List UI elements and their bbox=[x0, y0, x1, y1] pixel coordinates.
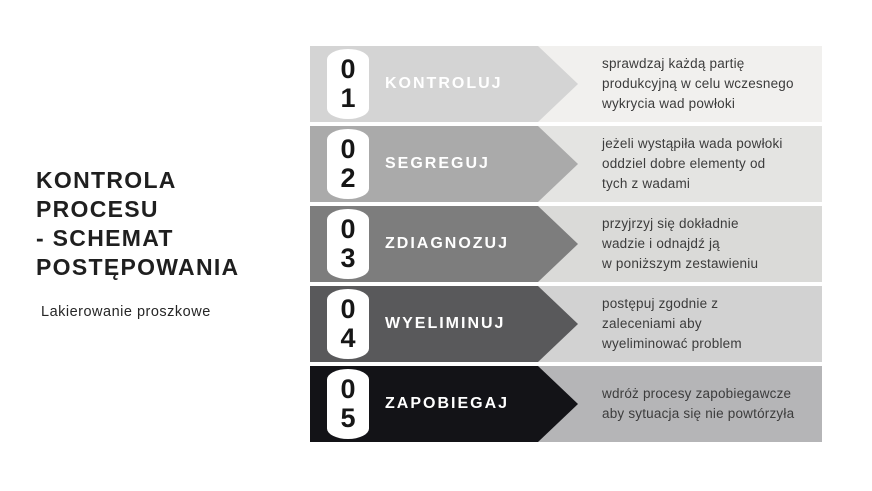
step-description-panel bbox=[538, 366, 822, 442]
step-row-2 bbox=[310, 126, 822, 202]
page-title-line: KONTROLA bbox=[36, 167, 177, 193]
step-number-digit: 4 bbox=[340, 323, 356, 353]
step-description-line: wyeliminować problem bbox=[602, 336, 742, 351]
step-description-line: zaleceniami aby bbox=[602, 316, 702, 331]
arrow-tip-icon bbox=[538, 46, 578, 122]
page-title-line: PROCESU bbox=[36, 196, 159, 222]
step-number-digit: 0 bbox=[340, 214, 356, 244]
step-row-1 bbox=[310, 46, 822, 122]
step-description-panel bbox=[538, 286, 822, 362]
arrow-tip-icon bbox=[538, 206, 578, 282]
step-description-line: sprawdzaj każdą partię bbox=[602, 56, 745, 71]
step-label: WYELIMINUJ bbox=[385, 315, 506, 332]
step-description bbox=[602, 294, 822, 354]
step-description-line: wdróż procesy zapobiegawcze bbox=[602, 386, 792, 401]
arrow-tip-icon bbox=[538, 286, 578, 362]
step-number-digit: 0 bbox=[340, 374, 356, 404]
step-row-5 bbox=[310, 366, 822, 442]
step-label: SEGREGUJ bbox=[385, 155, 490, 172]
step-description-line: oddziel dobre elementy od bbox=[602, 156, 766, 171]
step-number-digit: 0 bbox=[340, 54, 356, 84]
page-subtitle: Lakierowanie proszkowe bbox=[41, 304, 211, 320]
step-description-line: produkcyjną w celu wczesnego bbox=[602, 76, 794, 91]
step-description bbox=[602, 384, 822, 424]
step-number-pill bbox=[327, 369, 369, 439]
step-number-digit: 0 bbox=[340, 134, 356, 164]
step-description-line: wadzie i odnajdź ją bbox=[602, 236, 720, 251]
arrow-tip-icon bbox=[538, 126, 578, 202]
step-description-line: przyjrzyj się dokładnie bbox=[602, 216, 739, 231]
step-description bbox=[602, 134, 822, 194]
step-description bbox=[602, 214, 822, 274]
step-number-digit: 1 bbox=[340, 83, 356, 113]
arrow-tip-icon bbox=[538, 366, 578, 442]
step-description-panel bbox=[538, 126, 822, 202]
step-label: ZDIAGNOZUJ bbox=[385, 235, 509, 252]
step-number-pill bbox=[327, 209, 369, 279]
step-label: ZAPOBIEGAJ bbox=[385, 395, 510, 412]
page-title-line: - SCHEMAT bbox=[36, 225, 174, 251]
step-description-line: w poniższym zestawieniu bbox=[602, 256, 759, 271]
step-number-digit: 3 bbox=[340, 243, 356, 273]
step-description-line: aby sytuacja się nie powtórzyła bbox=[602, 406, 795, 421]
step-row-3 bbox=[310, 206, 822, 282]
page-title-line: POSTĘPOWANIA bbox=[36, 254, 240, 280]
step-description-line: tych z wadami bbox=[602, 176, 691, 191]
step-number-digit: 2 bbox=[340, 163, 356, 193]
step-number-digit: 0 bbox=[340, 294, 356, 324]
step-description-line: wykrycia wad powłoki bbox=[602, 96, 736, 111]
step-description bbox=[602, 54, 822, 114]
step-number-digit: 5 bbox=[340, 403, 356, 433]
step-number-pill bbox=[327, 49, 369, 119]
step-label: KONTROLUJ bbox=[385, 75, 503, 92]
step-number-pill bbox=[327, 129, 369, 199]
page-title bbox=[36, 166, 239, 282]
step-number-pill bbox=[327, 289, 369, 359]
step-description-line: jeżeli wystąpiła wada powłoki bbox=[602, 136, 783, 151]
step-description-panel bbox=[538, 206, 822, 282]
step-row-4 bbox=[310, 286, 822, 362]
step-description-line: postępuj zgodnie z bbox=[602, 296, 719, 311]
step-description-panel bbox=[538, 46, 822, 122]
